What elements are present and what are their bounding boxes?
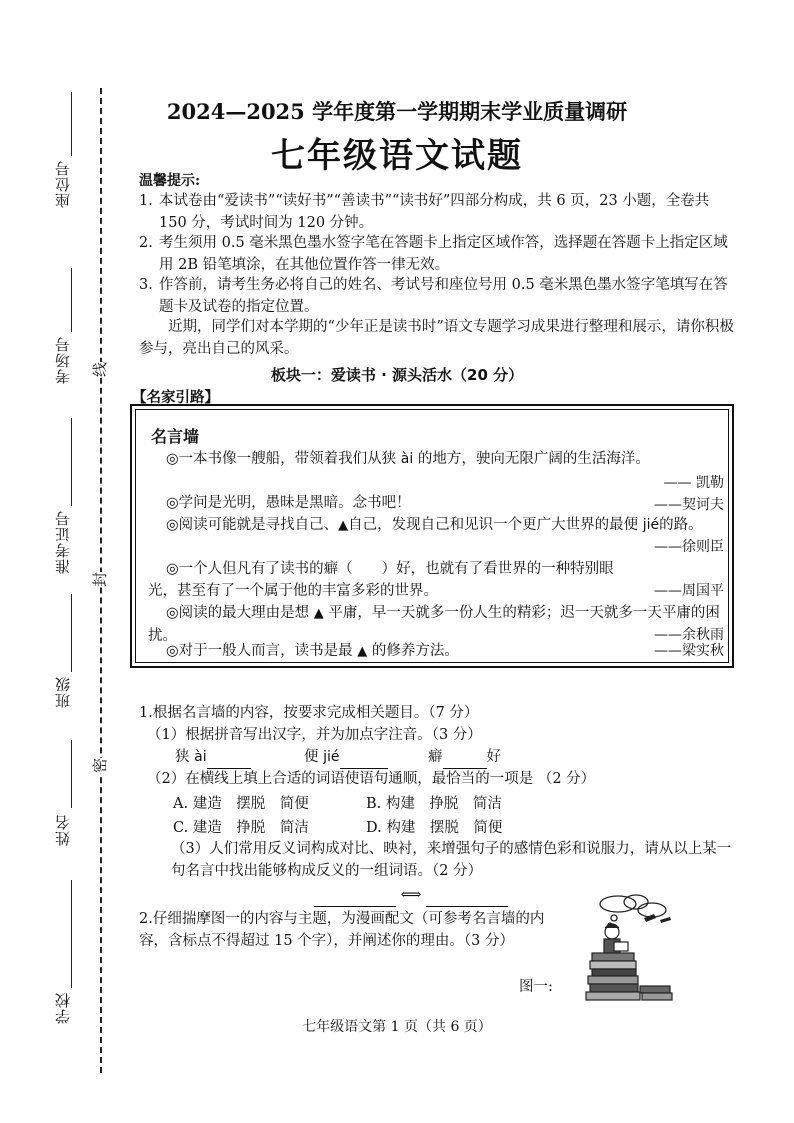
ticket-label: 准考证号 <box>54 510 72 574</box>
blank-triangle-icon: ▲ <box>357 644 368 659</box>
tip-text: 本试卷由“爱读书”“读好书”“善读书”“读书好”四部分构成，共 6 页，23 小题，全卷共 150 分，考试时间为 120 分钟。 <box>159 193 710 231</box>
seal-secret-char: 密 <box>86 758 113 773</box>
bracket-title: 【名家引路】 <box>132 389 219 406</box>
fill-blank-2 <box>304 746 388 769</box>
figure-1-label: 图一: <box>519 979 553 995</box>
quote-text: 的修养方法。 <box>367 643 459 659</box>
pinyin: ài <box>194 749 207 765</box>
pinyin: jié <box>642 517 660 533</box>
fill-blank-3 <box>428 746 501 769</box>
tip-item-3 <box>139 274 739 318</box>
quote-2 <box>166 492 722 514</box>
page-footer: 七年级语文第 1 页（共 6 页） <box>302 1019 492 1035</box>
seal-seal-char: 封 <box>86 572 113 587</box>
quote-text: ◎学问是光明，愚昧是黑暗。念书吧！ <box>166 495 411 511</box>
exam-subtitle: 2024—2025 学年度第一学期期末学业质量调研 <box>166 99 628 124</box>
question-2-stem: 2.仔细揣摩图一的内容与主题，为漫画配文（可参考名言墙的内容，含标点不得超过 15 个字），并阐述你的理由。（3 分） <box>139 911 545 949</box>
question-1-sub3 <box>147 838 737 882</box>
quote-text: ◎一个人但凡有了读书的癖（ ）好，也就有了看世界的一种特别眼光，甚至有了一个属于他的丰富多彩的世界。 <box>148 561 614 599</box>
quote-text: 平庸，早一天就多一份人生的精彩；迟一天就多一天平庸的困扰。 <box>148 605 720 644</box>
question-1-stem: 1.根据名言墙的内容，按要求完成相关题目。（7 分） <box>139 705 479 721</box>
quote-4 <box>148 558 618 602</box>
room-label: 考场号 <box>54 336 72 384</box>
quote-text: 自己，发现自己和见识一个更广大世界的最便 <box>348 517 643 533</box>
quote-2-author: ——契诃夫 <box>654 497 724 513</box>
answer-blank[interactable] <box>314 884 396 907</box>
name-label: 姓名 <box>54 814 72 846</box>
quote-1-author: —— 凯勒 <box>663 475 724 491</box>
question-1-sub3-text: （3）人们常用反义词构成对比、映衬，来增强句子的感情色彩和说服力，请从以上某一句名言中找出能够构成反义的一组词语。（2 分） <box>171 841 732 879</box>
exam-title: 七年级语文试题 <box>271 136 523 176</box>
class-label: 班级 <box>54 676 72 708</box>
blank-triangle-icon: ▲ <box>338 518 349 533</box>
room-blank[interactable] <box>71 268 72 332</box>
pinyin: ài <box>400 451 414 467</box>
name-blank[interactable] <box>71 740 72 808</box>
quote-5-author: ——余秋雨 <box>654 627 724 643</box>
option-c[interactable]: C. 建造 挣脱 简洁 <box>173 820 309 836</box>
answer-blank[interactable] <box>426 884 508 907</box>
school-blank[interactable] <box>71 880 72 988</box>
quote-text: 的路。 <box>659 517 703 533</box>
section-title: 板块一：爱读书 · 源头活水（20 分） <box>270 366 524 384</box>
tip-num: 2. <box>139 235 153 251</box>
thought-cloud-icon <box>600 895 666 927</box>
class-blank[interactable] <box>71 594 72 672</box>
quote-1 <box>166 448 722 470</box>
quote-wall-title: 名言墙 <box>151 427 200 446</box>
quote-text: ◎对于一般人而言，读书是最 <box>166 643 358 659</box>
answer-blank[interactable] <box>340 746 388 769</box>
quote-text: ◎阅读可能就是寻找自己、 <box>166 517 339 533</box>
double-arrow-icon: ⟺ <box>400 887 422 903</box>
tip-num: 1. <box>139 193 153 209</box>
tips-title: 温馨提示: <box>139 173 201 189</box>
ticket-blank[interactable] <box>71 418 72 506</box>
quote-3 <box>166 514 722 537</box>
question-1-sub1: （1）根据拼音写出汉字，并为加点字注音。（3 分） <box>147 727 482 743</box>
pinyin: jié <box>323 749 340 765</box>
fill-char: 狭 <box>175 749 195 765</box>
answer-blank[interactable] <box>207 746 251 769</box>
tip-text: 考生须用 0.5 毫米黑色墨水签字笔在答题卡上指定区域作答，选择题在答题卡上指定区域用 2B 铅笔填涂，在其他位置作答一律无效。 <box>159 235 728 273</box>
option-b[interactable]: B. 构建 挣脱 简洁 <box>366 796 502 812</box>
book-stack-icon <box>586 953 672 1000</box>
cartoon-reading-boy-figure <box>574 890 686 1002</box>
tip-text: 作答前，请考生务必将自己的姓名、考试号和座位号用 0.5 毫米黑色墨水签字笔填写在答题卡及试卷的指定位置。 <box>159 277 728 315</box>
fill-char: 癖 <box>428 749 443 765</box>
quote-6 <box>166 640 566 663</box>
option-a[interactable]: A. 建造 摆脱 简便 <box>173 796 309 812</box>
answer-blank[interactable] <box>443 746 487 769</box>
blank-triangle-icon: ▲ <box>313 606 324 621</box>
fill-char: 好 <box>486 749 501 765</box>
fill-blank-1 <box>175 746 251 769</box>
quote-3-author: ——徐则臣 <box>654 539 724 555</box>
option-d[interactable]: D. 构建 摆脱 简便 <box>366 820 503 836</box>
quote-text: 的地方，驶向无限广阔的生活海洋。 <box>413 451 650 467</box>
boy-icon <box>604 924 628 953</box>
school-label: 学校 <box>54 992 72 1024</box>
tip-num: 3. <box>139 277 153 293</box>
quote-6-author: ——梁实秋 <box>654 643 724 659</box>
quote-text: ◎阅读的最大理由是想 <box>166 605 314 621</box>
question-1-sub2: （2）在横线上填上合适的词语使语句通顺，最恰当的一项是 （2 分） <box>147 771 596 787</box>
quote-text: ◎一本书像一艘船，带领着我们从狭 <box>166 451 401 467</box>
seat-label: 座位号 <box>54 160 72 208</box>
tip-item-2 <box>139 232 739 276</box>
intro-paragraph: 近期，同学们对本学期的“少年正是读书时”语文专题学习成果进行整理和展示，请你积极参与，亮出自己的风采。 <box>139 319 734 357</box>
fill-char: 便 <box>304 749 324 765</box>
tip-item-1 <box>139 190 739 234</box>
antonym-answer-row <box>314 884 508 907</box>
quote-4-author: ——周国平 <box>654 583 724 599</box>
seal-line-char: 线 <box>86 362 113 377</box>
